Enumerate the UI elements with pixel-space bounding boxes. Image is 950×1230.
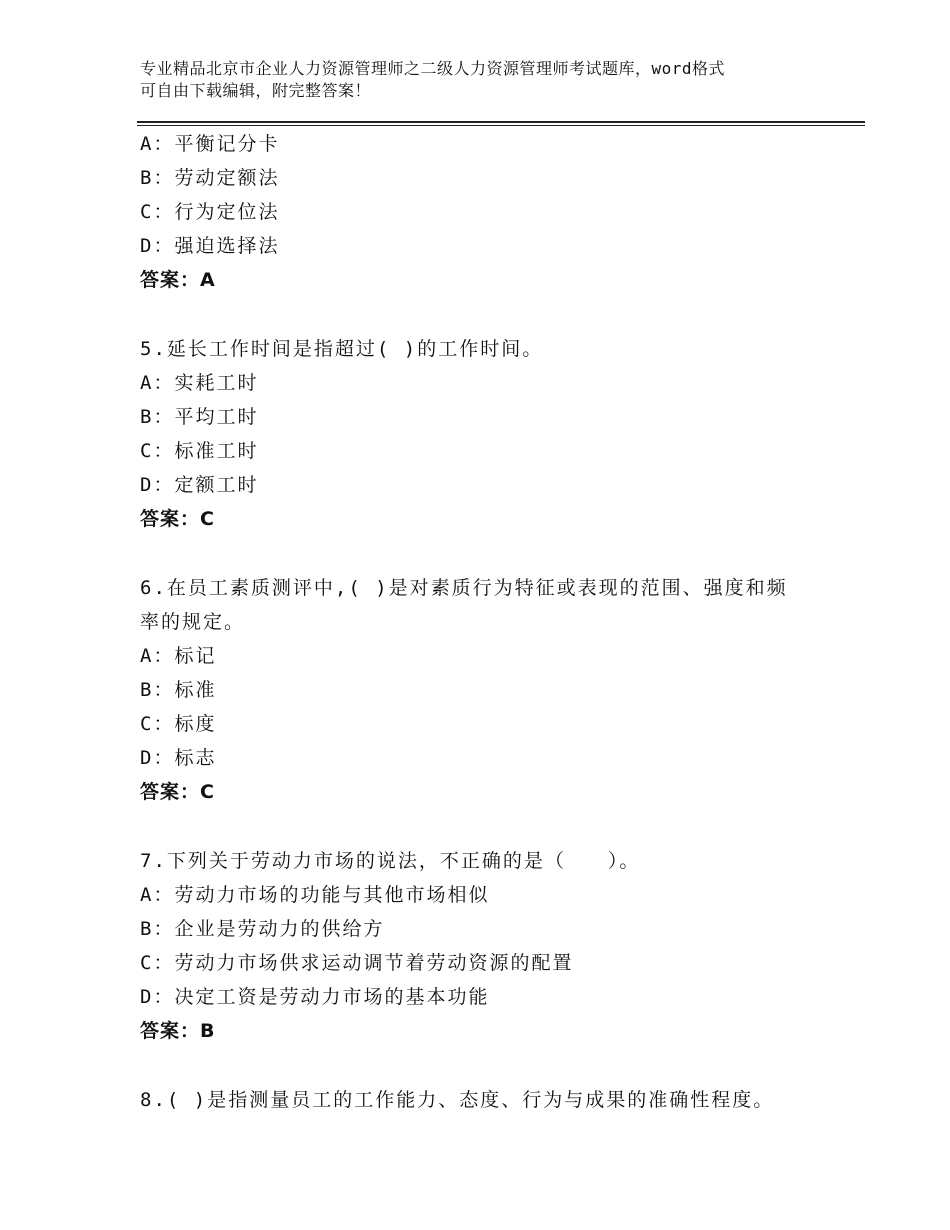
- q5-option-c: C：标准工时: [140, 440, 259, 462]
- q5-option-b: B：平均工时: [140, 406, 259, 428]
- q5-option-d: D：定额工时: [140, 474, 259, 496]
- q4-option-b: B：劳动定额法: [140, 167, 280, 189]
- q8-question: 8.( )是指测量员工的工作能力、态度、行为与成果的准确性程度。: [140, 1089, 775, 1111]
- header-divider-thin: [137, 125, 865, 126]
- header-divider-thick: [137, 121, 865, 123]
- q6-question-line-2: 率的规定。: [140, 611, 246, 633]
- q4-option-d: D：强迫选择法: [140, 235, 280, 257]
- q7-option-c: C：劳动力市场供求运动调节着劳动资源的配置: [140, 952, 574, 974]
- q7-option-b: B：企业是劳动力的供给方: [140, 918, 385, 940]
- q6-option-b: B：标准: [140, 679, 217, 701]
- header-line-2: 可自由下载编辑，附完整答案！: [140, 81, 372, 100]
- q7-answer: 答案：B: [140, 1020, 216, 1042]
- q6-option-a: A：标记: [140, 645, 217, 667]
- q7-question: 7.下列关于劳动力市场的说法，不正确的是（ ）。: [140, 850, 641, 872]
- document-header: [140, 58, 840, 102]
- q5-answer: 答案：C: [140, 508, 215, 530]
- q6-question-line-1: 6.在员工素质测评中,( )是对素质行为特征或表现的范围、强度和频: [140, 577, 788, 599]
- q6-option-d: D：标志: [140, 747, 217, 769]
- q4-answer: 答案：A: [140, 269, 216, 291]
- q7-option-a: A：劳动力市场的功能与其他市场相似: [140, 884, 490, 906]
- q4-option-c: C：行为定位法: [140, 201, 280, 223]
- q5-question: 5.延长工作时间是指超过( )的工作时间。: [140, 338, 544, 360]
- q6-option-c: C：标度: [140, 713, 217, 735]
- q4-option-a: A：平衡记分卡: [140, 133, 280, 155]
- q7-option-d: D：决定工资是劳动力市场的基本功能: [140, 986, 490, 1008]
- q6-answer: 答案：C: [140, 781, 215, 803]
- q5-option-a: A：实耗工时: [140, 372, 259, 394]
- header-line-1: 专业精品北京市企业人力资源管理师之二级人力资源管理师考试题库，word格式: [140, 59, 726, 78]
